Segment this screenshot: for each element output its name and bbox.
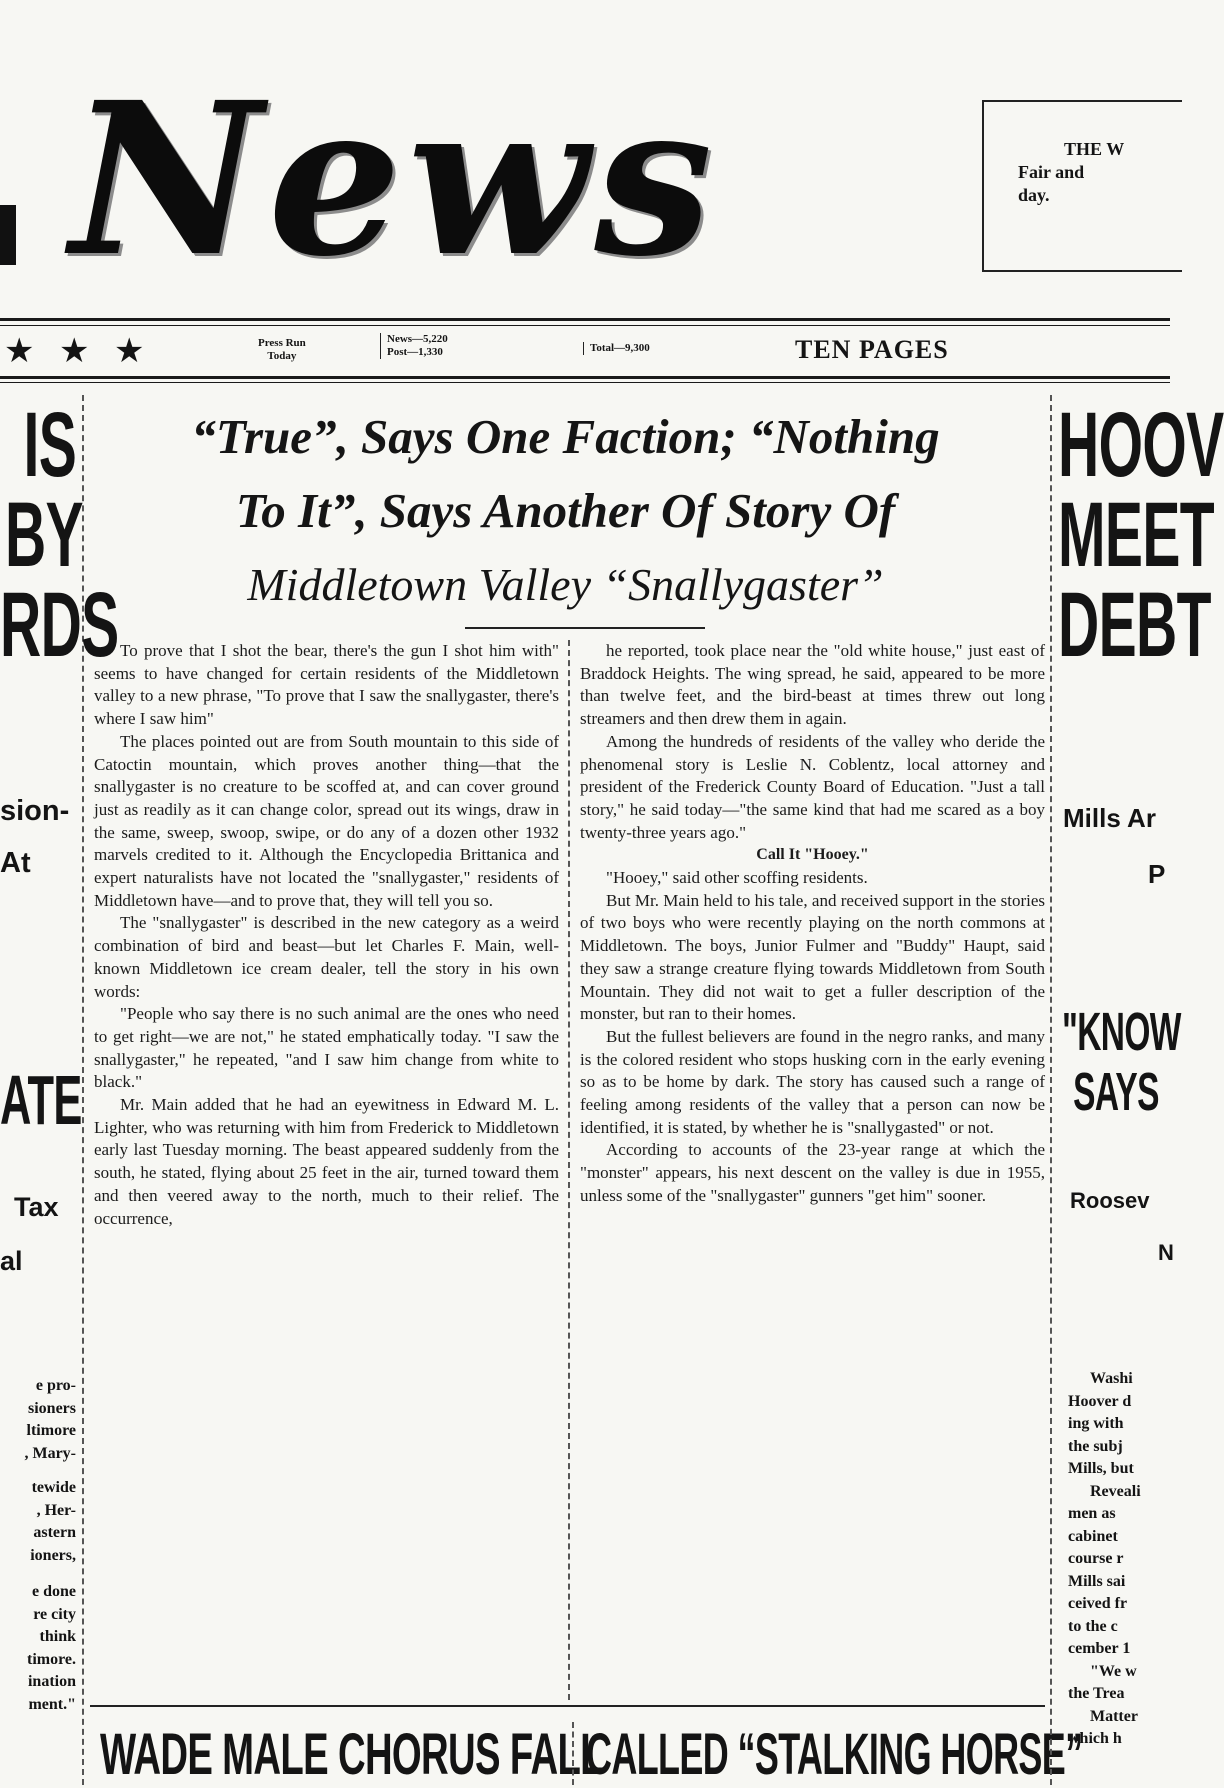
weather-title: THE W (1064, 139, 1125, 159)
left-headline: IS BY RDS (0, 394, 119, 676)
bottom-headline-left: WADE MALE CHORUS FALL (100, 1722, 603, 1787)
paragraph: The "snallygaster" is described in the new category as a weird combination of bird and beast—but let Charles F. Main, well-known Middletown ice cream dealer, tell the story in his own words: (94, 913, 559, 1001)
right-headline-2: "KNOW SAYS (1062, 1002, 1181, 1122)
paragraph: But the fullest believers are found in the negro ranks, and many is the colored resident who stops husking corn in the early evening so as to be home by dark. The story has caused such a range of feeling among residents of the valley that a person can now be identified, it is stated, by whether he is "snallygasted" or not. (580, 1026, 1045, 1137)
edition-stars: ★ ★ ★ (4, 333, 153, 370)
paragraph: Mr. Main added that he had an eyewitness in Edward M. L. Lighter, who was returning with him from Frederick to Middletown early last Tuesday morning. The beast appeared suddenly from the south, he stated, flying about 25 feet in the air, turned toward them and then veered away to the north, much to their relief. The occurrence, (94, 1095, 559, 1228)
paragraph: According to accounts of the 23-year range at which the "monster" appears, his next descent on the valley is due in 1955, unless some of the "snallygaster" gunners "get him" sooner. (580, 1140, 1045, 1205)
paragraph: But Mr. Main held to his tale, and received support in the stories of two boys who were recently playing on the north commons at Middletown. The boys, Junior Fulmer and "Buddy" Haupt, said they saw a strange creature flying towards Middletown from South Mountain. They did not wait to get a fuller description of the monster, but ran to their homes. (580, 890, 1045, 1024)
bottom-headline-right: CALLED “STALKING HORSE” (586, 1722, 1083, 1787)
subhead: Call It "Hooey." (756, 846, 869, 864)
story-column-1 (94, 640, 559, 1230)
run-counts: News—5,220 Post—1,330 (380, 333, 448, 359)
masthead-rule (0, 325, 1170, 326)
paragraph: Among the hundreds of residents of the valley who deride the phenomenal story is Leslie N. Coblentz, local attorney and president of the Frederick County Board of Education. "Just a tall story," he said today—"the same kind that had me scared as a boy twenty-three years ago." (580, 731, 1045, 842)
left-deck-2: Tax al (0, 1192, 59, 1276)
masthead-rule (0, 318, 1170, 321)
left-deck: sion- At (0, 795, 70, 879)
masthead-fragment (0, 205, 16, 265)
left-column-text: e pro- sioners ltimore , Mary- tewide , Her- astern ioners, e done re city think timore. ination ment." (24, 1377, 76, 1713)
right-column-text: Washi Hoover d ing with the subj Mills, but Reveali men as cabinet course r Mills sai ceived fr to the c cember 1 "We w the Trea Matter which h (1068, 1370, 1141, 1747)
main-headline: “True”, Says One Faction; “Nothing To It”, Says Another Of Story Of Middletown Valley “Snallygaster” (191, 409, 940, 610)
press-run-label: Press Run Today (258, 337, 306, 362)
right-deck: Mills Ar P (1063, 803, 1166, 889)
right-deck-2: Roosev N (1070, 1188, 1174, 1265)
run-total: Total—9,300 (583, 342, 650, 355)
story-end-rule (90, 1705, 1045, 1707)
column-rule (568, 640, 570, 1700)
paragraph: "People who say there is no such animal are the ones who need to get right—we are not," he stated emphatically today. "I saw the snallygaster," he repeated, "and I saw him change from white to black." (94, 1004, 559, 1092)
right-headline: HOOV MEET DEBT (1058, 394, 1224, 676)
weather-box (982, 100, 1182, 272)
page-count: TEN PAGES (795, 335, 949, 364)
masthead-title: News (70, 56, 719, 303)
weather-line: Fair and (1018, 162, 1085, 182)
paragraph: To prove that I shot the bear, there's the gun I shot him with" seems to have changed for certain residents of the Middletown valley to a new phrase, "To prove that I saw the snallygaster, there's where I saw him" (94, 641, 559, 729)
ear-rule (0, 376, 1170, 379)
column-rule (572, 1722, 574, 1785)
headline-dash (465, 627, 705, 629)
paragraph: "Hooey," said other scoffing residents. (606, 868, 868, 888)
weather-line: day. (1018, 185, 1050, 205)
paragraph: he reported, took place near the "old white house," just east of Braddock Heights. The wing spread, he said, appeared to be more than twelve feet, and the bird-beast at times threw out long streamers and then drew them in again. (580, 641, 1045, 729)
paragraph: The places pointed out are from South mountain to this side of Catoctin mountain, which proves another thing—that the snallygaster is no creature to be scoffed at, and can cover ground just as readily as it can change color, spread out its wings, draw in the same, sweep, swoop, swipe, or do any of a dozen other 1932 marvels credited to it. Although the Encyclopedia Brittanica and expert naturalists have not located the "snallygaster," residents of Middletown have—and to prove that, they will tell you so. (94, 731, 559, 910)
column-rule (1050, 395, 1052, 1785)
ear-rule (0, 382, 1170, 383)
left-headline-2: ATE (0, 1061, 82, 1139)
story-column-2 (580, 640, 1045, 1208)
